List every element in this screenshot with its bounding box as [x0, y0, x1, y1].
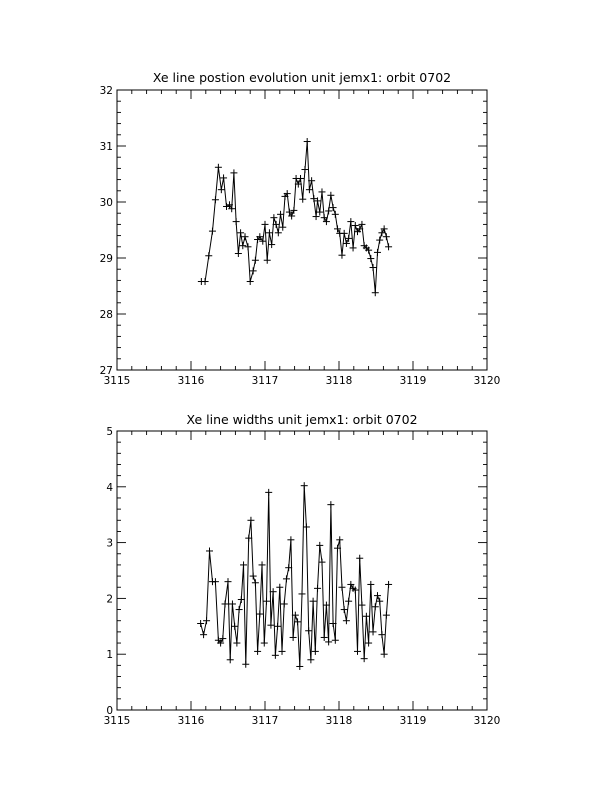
data-point — [227, 656, 234, 663]
data-point — [338, 252, 345, 259]
data-point — [250, 573, 257, 580]
y-tick-label: 0 — [106, 705, 113, 717]
data-point — [316, 542, 323, 549]
data-point — [299, 590, 306, 597]
data-point — [236, 606, 243, 613]
data-point — [336, 536, 343, 543]
plot-frame — [117, 90, 487, 370]
data-point — [229, 600, 236, 607]
data-point — [274, 623, 281, 630]
y-tick-label: 4 — [106, 481, 113, 494]
data-point — [370, 264, 377, 271]
data-point — [325, 638, 332, 645]
data-point — [266, 229, 273, 236]
data-point — [272, 652, 279, 659]
data-point — [374, 249, 381, 256]
x-tick-label: 3115 — [103, 715, 131, 727]
data-point — [383, 612, 390, 619]
data-point — [321, 634, 328, 641]
x-tick-label: 3120 — [473, 375, 501, 387]
x-tick-label: 3119 — [399, 715, 427, 727]
data-point — [370, 628, 377, 635]
data-point — [202, 278, 209, 285]
data-point — [200, 631, 207, 638]
y-tick-label: 27 — [99, 365, 113, 377]
data-point — [376, 237, 383, 244]
chart-title: Xe line widths unit jemx1: orbit 0702 — [186, 412, 418, 427]
data-point — [256, 611, 263, 618]
data-point — [279, 224, 286, 231]
data-point — [363, 613, 370, 620]
data-point — [233, 640, 240, 647]
data-point — [345, 598, 352, 605]
data-point — [231, 623, 238, 630]
data-point — [332, 637, 339, 644]
data-point — [279, 648, 286, 655]
data-point — [338, 584, 345, 591]
data-point — [325, 207, 332, 214]
data-point — [262, 221, 269, 228]
data-point — [261, 640, 268, 647]
data-point — [259, 238, 266, 245]
y-tick-label: 28 — [99, 309, 113, 321]
x-tick-label: 3116 — [177, 375, 205, 387]
data-point — [352, 222, 359, 229]
position-evolution-chart — [100, 70, 501, 387]
data-point — [242, 233, 249, 240]
data-point — [215, 164, 222, 171]
data-point — [218, 186, 225, 193]
data-point — [220, 174, 227, 181]
data-point — [252, 579, 259, 586]
data-point — [230, 169, 237, 176]
data-point — [268, 241, 275, 248]
series-line — [201, 486, 389, 667]
x-tick-label: 3119 — [399, 375, 427, 387]
data-point — [381, 651, 388, 658]
chart-title: Xe line postion evolution unit jemx1: orbit 0702 — [152, 70, 452, 85]
data-point — [244, 243, 251, 250]
data-point — [385, 243, 392, 250]
data-point — [209, 228, 216, 235]
data-point — [263, 598, 270, 605]
data-point — [237, 229, 244, 236]
data-point — [310, 598, 317, 605]
data-point — [305, 627, 312, 634]
data-point — [341, 606, 348, 613]
data-point — [354, 648, 361, 655]
data-point — [350, 244, 357, 251]
data-point — [365, 640, 372, 647]
data-point — [318, 188, 325, 195]
data-point — [222, 600, 229, 607]
data-point — [314, 585, 321, 592]
x-tick-label: 3116 — [177, 715, 205, 727]
data-point — [267, 622, 274, 629]
x-tick-label: 3117 — [251, 375, 279, 387]
data-point — [303, 523, 310, 530]
data-point — [327, 192, 334, 199]
data-point — [270, 214, 277, 221]
data-point — [254, 648, 261, 655]
data-point — [343, 617, 350, 624]
data-point — [316, 209, 323, 216]
line-widths-chart — [104, 412, 501, 727]
data-point — [206, 547, 213, 554]
data-point — [283, 575, 290, 582]
data-point — [301, 166, 308, 173]
data-point — [265, 489, 272, 496]
data-point — [304, 138, 311, 145]
data-point — [276, 584, 283, 591]
data-point — [372, 289, 379, 296]
data-point — [287, 536, 294, 543]
data-point — [240, 561, 247, 568]
data-point — [383, 233, 390, 240]
x-tick-label: 3117 — [251, 715, 279, 727]
y-tick-label: 30 — [99, 197, 113, 209]
data-point — [313, 213, 320, 220]
y-tick-label: 3 — [106, 537, 113, 550]
data-point — [212, 196, 219, 203]
data-point — [312, 648, 319, 655]
data-point — [259, 561, 266, 568]
data-point — [385, 581, 392, 588]
data-point — [356, 555, 363, 562]
x-tick-label: 3118 — [325, 375, 353, 387]
y-tick-label: 31 — [99, 141, 113, 153]
series-line — [201, 142, 388, 293]
y-tick-label: 2 — [106, 593, 113, 606]
data-point — [225, 578, 232, 585]
y-tick-label: 5 — [106, 426, 113, 438]
data-point — [275, 229, 282, 236]
data-point — [367, 581, 374, 588]
data-point — [212, 578, 219, 585]
data-point — [330, 204, 337, 211]
data-point — [239, 242, 246, 249]
data-point — [277, 211, 284, 218]
data-point — [235, 250, 242, 257]
data-point — [306, 186, 313, 193]
data-point — [301, 482, 308, 489]
data-point — [264, 257, 271, 264]
data-point — [233, 218, 240, 225]
data-point — [247, 517, 254, 524]
x-tick-label: 3120 — [473, 715, 501, 727]
y-tick-label: 32 — [99, 85, 113, 97]
data-point — [250, 267, 257, 274]
data-point — [332, 211, 339, 218]
data-point — [307, 656, 314, 663]
data-point — [299, 196, 306, 203]
data-point — [296, 663, 303, 670]
data-point — [367, 255, 374, 262]
data-point — [242, 661, 249, 668]
y-tick-label: 29 — [99, 253, 113, 265]
data-point — [358, 602, 365, 609]
data-point — [347, 218, 354, 225]
data-point — [281, 600, 288, 607]
data-point — [205, 252, 212, 259]
data-point — [341, 230, 348, 237]
x-tick-label: 3118 — [325, 715, 353, 727]
data-point — [361, 655, 368, 662]
data-point — [327, 501, 334, 508]
x-tick-label: 3115 — [103, 375, 131, 387]
data-point — [247, 278, 254, 285]
y-tick-label: 1 — [106, 649, 113, 662]
data-point — [372, 603, 379, 610]
data-point — [378, 631, 385, 638]
data-point — [252, 257, 259, 264]
data-point — [290, 634, 297, 641]
